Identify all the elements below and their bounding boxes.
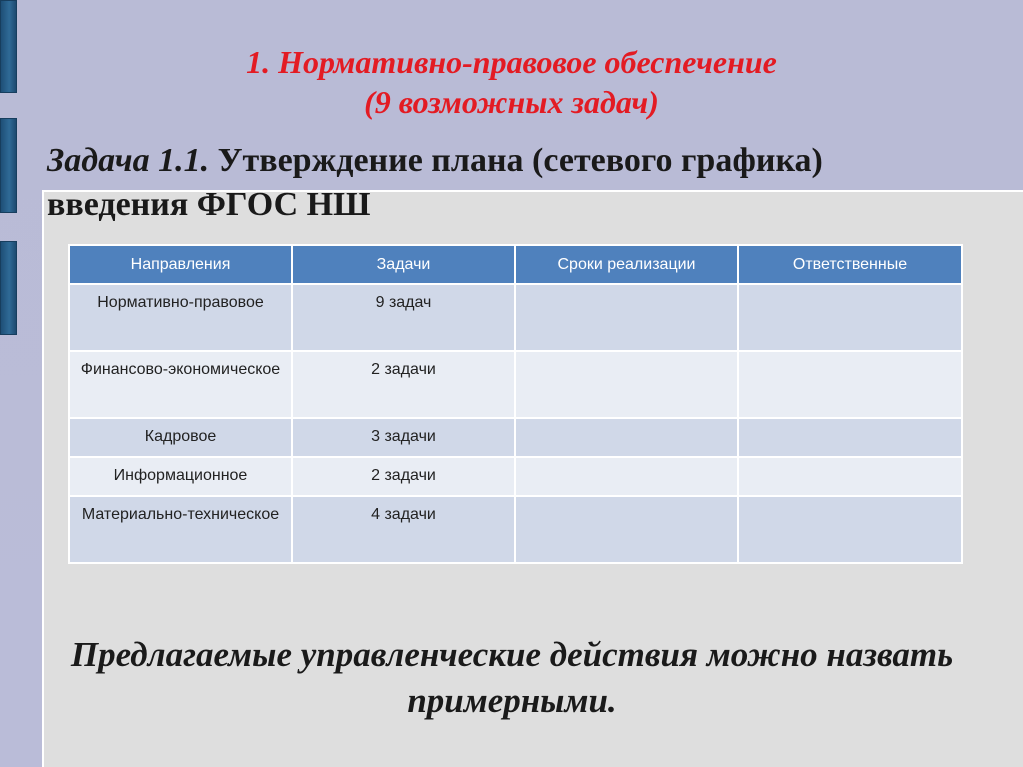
cell-responsible <box>738 351 962 418</box>
cell-direction: Информационное <box>69 457 292 496</box>
cell-terms <box>515 457 738 496</box>
cell-responsible <box>738 418 962 457</box>
cell-responsible <box>738 457 962 496</box>
table-row <box>69 351 962 418</box>
header-tasks: Задачи <box>292 245 515 284</box>
table-row <box>69 496 962 563</box>
cell-responsible <box>738 496 962 563</box>
table-row <box>69 418 962 457</box>
cell-terms <box>515 418 738 457</box>
slide-title <box>0 42 1023 122</box>
cell-direction: Материально-техническое <box>69 496 292 563</box>
header-responsible: Ответственные <box>738 245 962 284</box>
cell-terms <box>515 284 738 351</box>
slide-title-line1: 1. Нормативно-правовое обеспечение <box>246 44 777 80</box>
header-terms: Сроки реализации <box>515 245 738 284</box>
side-tab-2 <box>0 118 17 213</box>
slide-title-line2: (9 возможных задач) <box>364 84 659 120</box>
footer-note: Предлагаемые управленческие действия можно назвать примерными. <box>70 635 954 720</box>
task-heading <box>47 139 827 227</box>
cell-terms <box>515 496 738 563</box>
table-header-row <box>69 245 962 284</box>
cell-responsible <box>738 284 962 351</box>
cell-direction: Нормативно-правовое <box>69 284 292 351</box>
cell-tasks: 2 задачи <box>292 351 515 418</box>
cell-direction: Кадровое <box>69 418 292 457</box>
cell-terms <box>515 351 738 418</box>
table-row <box>69 284 962 351</box>
cell-tasks: 2 задачи <box>292 457 515 496</box>
cell-direction: Финансово-экономическое <box>69 351 292 418</box>
task-label: Задача 1.1. <box>47 142 210 179</box>
side-tab-3 <box>0 241 17 335</box>
cell-tasks: 3 задачи <box>292 418 515 457</box>
table-row <box>69 457 962 496</box>
task-text: Утверждение плана (сетевого графика) введения ФГОС НШ <box>47 142 823 223</box>
cell-tasks: 9 задач <box>292 284 515 351</box>
plan-table <box>68 244 963 564</box>
header-directions: Направления <box>69 245 292 284</box>
cell-tasks: 4 задачи <box>292 496 515 563</box>
